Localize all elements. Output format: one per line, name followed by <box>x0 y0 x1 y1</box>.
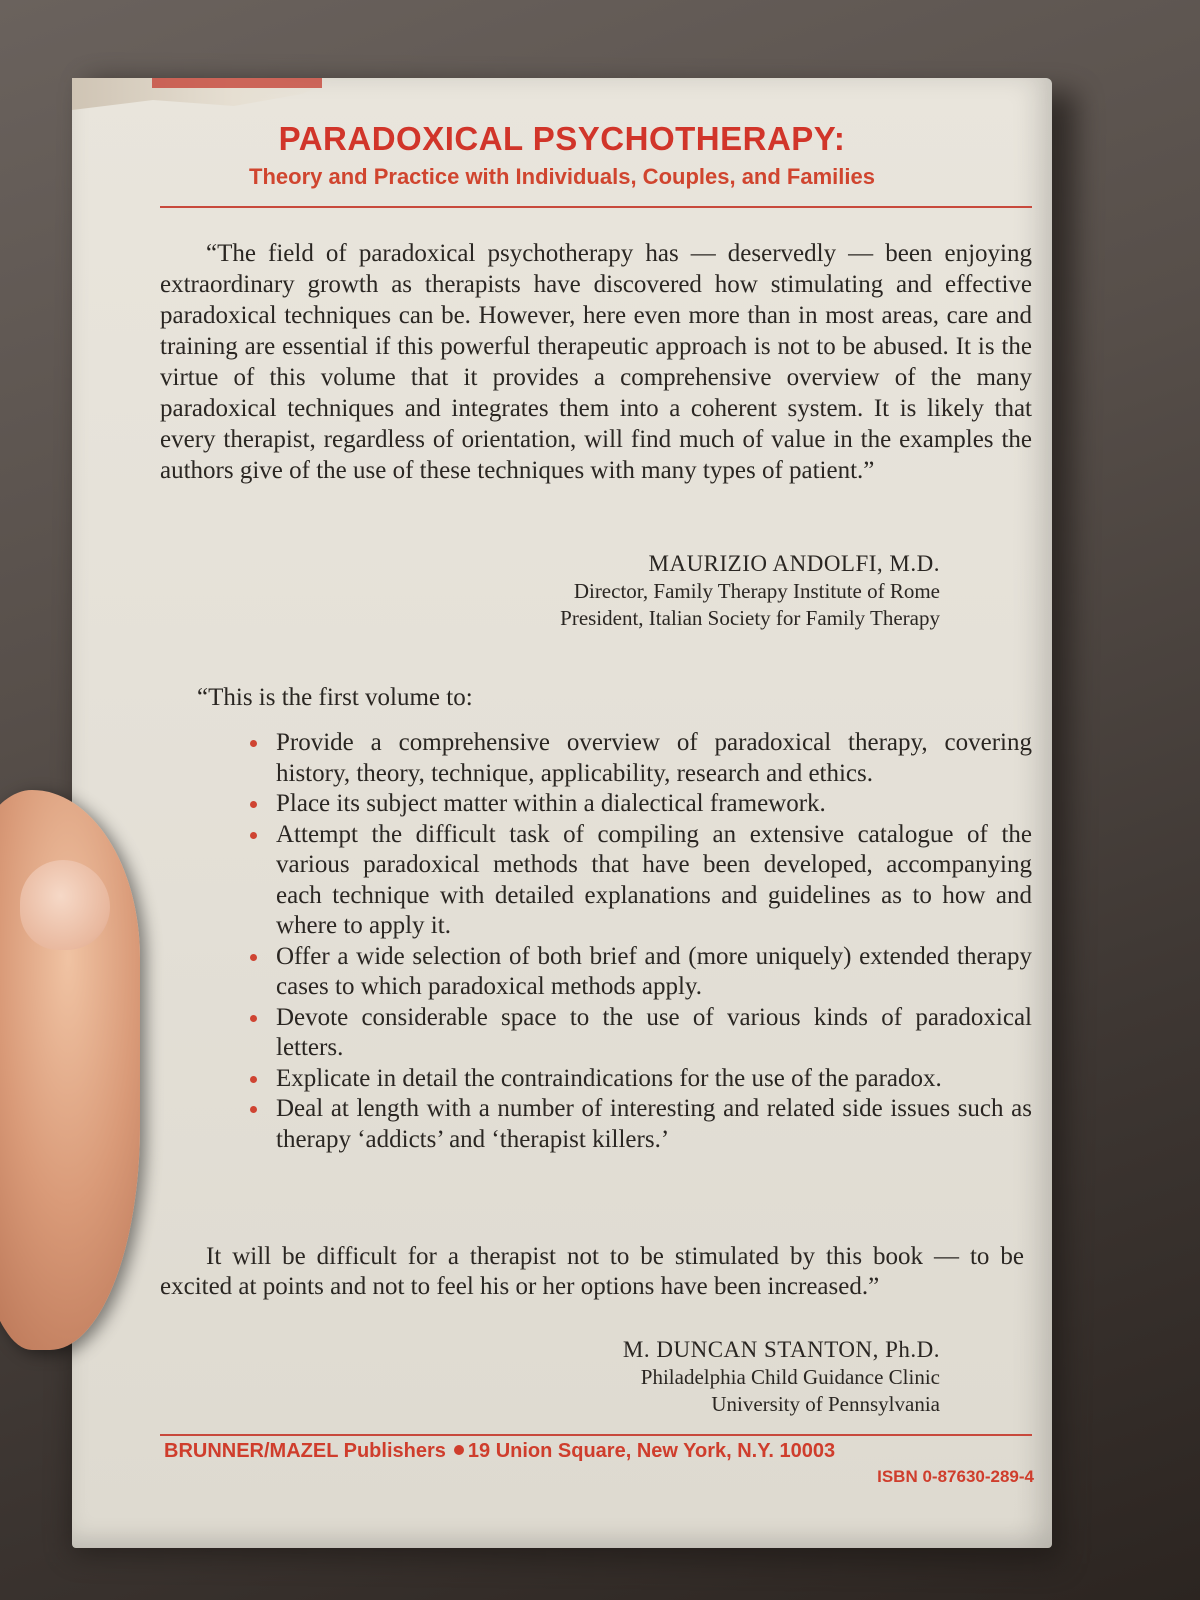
andolfi-title-1: Director, Family Therapy Institute of Rome <box>573 579 940 603</box>
thumbnail-highlight <box>20 860 110 950</box>
andolfi-name: MAURIZIO ANDOLFI, M.D. <box>648 551 940 576</box>
bullet-text: Attempt the difficult task of compiling an extensive catalogue of the various paradoxical methods that have been developed, accompanying each technique with detailed explanations and guidelines as to how and where to apply it. <box>276 820 1032 939</box>
bullet-item <box>162 728 1032 789</box>
bullet-item <box>162 1094 1032 1155</box>
bullet-dot-icon <box>250 1015 257 1022</box>
stanton-intro: “This is the first volume to: <box>197 684 473 711</box>
torn-corner-red <box>152 78 322 88</box>
bullet-item <box>162 820 1032 942</box>
book-subtitle: Theory and Practice with Individuals, Couples, and Families <box>249 164 875 189</box>
bullet-item <box>162 942 1032 1003</box>
stanton-title-2: University of Pennsylvania <box>711 1392 940 1416</box>
bullet-text: Deal at length with a number of interesting and related side issues such as therapy ‘addicts’ and ‘therapist killers.’ <box>276 1095 1032 1153</box>
bullet-text: Place its subject matter within a dialectical framework. <box>276 790 826 817</box>
bullet-dot-icon <box>250 801 257 808</box>
bullet-dot-icon <box>250 740 257 747</box>
book-back-cover <box>72 78 1052 1548</box>
isbn: ISBN 0-87630-289-4 <box>877 1467 1034 1486</box>
stanton-closing-text: It will be difficult for a therapist not to be stimulated by this book — to be excited at points and not to feel his or her options have been increased.” <box>160 1243 1024 1300</box>
andolfi-quote <box>160 238 1032 486</box>
bullet-dot-icon <box>454 1445 464 1455</box>
bullet-text: Provide a comprehensive overview of paradoxical therapy, covering history, theory, technique, applicability, research and ethics. <box>276 729 1032 787</box>
bullet-item <box>162 1003 1032 1064</box>
stanton-attribution <box>623 1336 940 1418</box>
bullet-dot-icon <box>250 954 257 961</box>
title-divider <box>160 206 1032 208</box>
publisher-footer <box>164 1440 1034 1487</box>
stanton-closing <box>160 1242 1024 1302</box>
publisher-name: BRUNNER/MAZEL Publishers <box>164 1440 446 1462</box>
bullet-item <box>162 1064 1032 1095</box>
bullet-item <box>162 789 1032 820</box>
bullet-dot-icon <box>250 1106 257 1113</box>
bullet-text: Explicate in detail the contraindications for the use of the paradox. <box>276 1064 942 1092</box>
stanton-name: M. DUNCAN STANTON, Ph.D. <box>622 1337 940 1362</box>
andolfi-title-2: President, Italian Society for Family Therapy <box>560 606 940 630</box>
bullet-dot-icon <box>250 1076 257 1083</box>
bullet-dot-icon <box>250 832 257 839</box>
bullet-text: Devote considerable space to the use of various kinds of paradoxical letters. <box>276 1003 1032 1061</box>
feature-bullet-list <box>162 728 1032 1155</box>
book-title: PARADOXICAL PSYCHOTHERAPY: <box>278 120 846 157</box>
publisher-line <box>164 1440 1034 1463</box>
andolfi-quote-text: “The field of paradoxical psychotherapy has — deservedly — been enjoying extraordinary growth as therapists have discovered how stimulating and effective paradoxical techniques can be. However, here even more than in most areas, care and training are essential if this powerful therapeutic approach is not to be abused. It is the virtue of this volume that it provides a comprehensive overview of the many paradoxical techniques and integrates them into a coherent system. It is likely that every therapist, regardless of orientation, will find much of value in the examples the authors give of the use of these techniques with many types of patient.” <box>160 240 1032 484</box>
stanton-title-1: Philadelphia Child Guidance Clinic <box>640 1365 940 1389</box>
bullet-text: Offer a wide selection of both brief and (more uniquely) extended therapy cases to which paradoxical methods apply. <box>276 942 1032 1000</box>
footer-divider <box>160 1434 1032 1436</box>
andolfi-attribution <box>560 550 940 632</box>
publisher-address: 19 Union Square, New York, N.Y. 10003 <box>467 1440 836 1462</box>
